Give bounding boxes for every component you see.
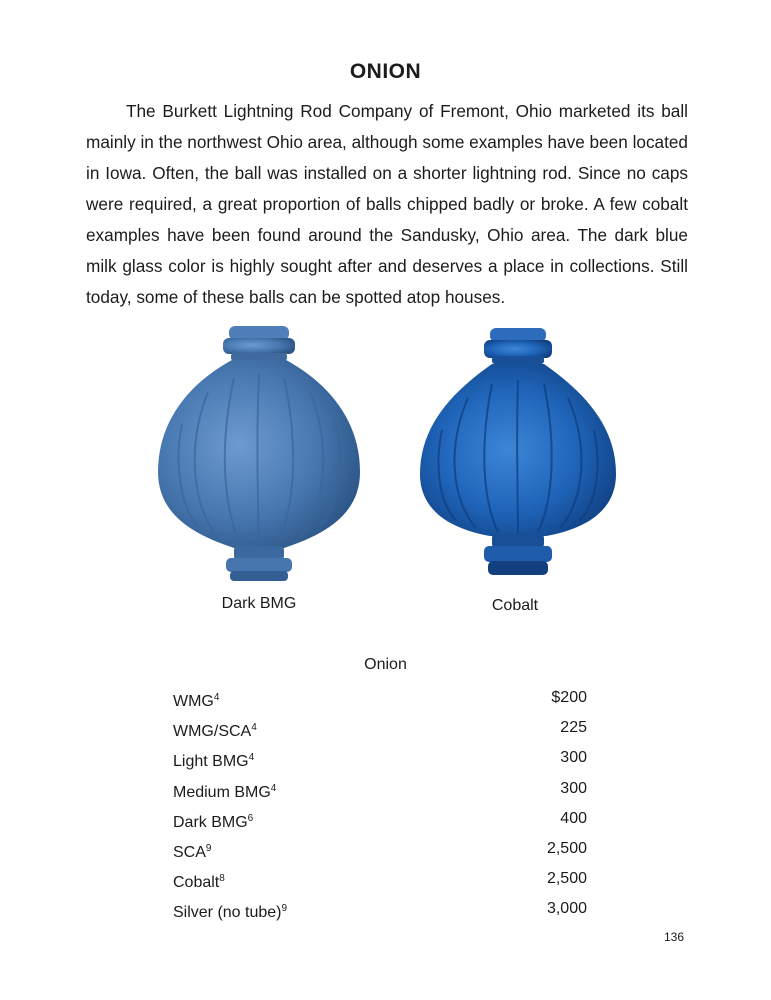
dark-bmg-ball-image xyxy=(148,322,370,584)
footnote-ref: 9 xyxy=(205,842,212,854)
table-row xyxy=(173,746,593,776)
variant-price: 3,000 xyxy=(546,900,587,918)
footnote-ref: 8 xyxy=(219,873,225,885)
dark-bmg-caption: Dark BMG xyxy=(221,595,297,612)
footnote-ref: 9 xyxy=(281,903,288,915)
variant-price: 300 xyxy=(560,749,587,767)
variant-price: 225 xyxy=(560,719,587,737)
cobalt-ball-image xyxy=(412,322,624,584)
variant-name: WMG xyxy=(173,693,214,710)
variant-name: Silver (no tube) xyxy=(173,904,282,922)
variant-name: Dark BMG xyxy=(173,813,248,831)
footnote-ref: 4 xyxy=(270,782,277,794)
table-row xyxy=(173,716,593,746)
variant-name: Cobalt xyxy=(173,874,220,892)
footnote-ref: 4 xyxy=(251,722,257,734)
variant-price: 300 xyxy=(560,779,587,797)
table-row xyxy=(173,807,593,837)
variant-name: WMG/SCA xyxy=(173,723,252,741)
description-paragraph: The Burkett Lightning Rod Company of Fremont, Ohio marketed its ball mainly in the northwest Ohio area, although some examples have been located in Iowa. Often, the ball was installed on a shorter lightning rod. Since no caps were required, a great proportion of balls chipped badly or broke. A few cobalt examples have been found around the Sandusky, Ohio area. The dark blue milk glass color is highly sought after and deserves a place in collections. Still today, some of these balls can be spotted atop houses. xyxy=(86,101,688,307)
price-table xyxy=(173,686,593,928)
variant-price: $200 xyxy=(551,689,587,706)
page-title: ONION xyxy=(349,60,422,83)
variant-price: 2,500 xyxy=(546,870,587,888)
variant-price: 400 xyxy=(560,809,587,827)
variant-price: 2,500 xyxy=(546,839,587,857)
page-number: 136 xyxy=(664,930,685,944)
table-row xyxy=(173,686,593,716)
table-row xyxy=(173,897,593,927)
cobalt-caption: Cobalt xyxy=(491,597,539,614)
footnote-ref: 4 xyxy=(248,752,255,764)
variant-name: Light BMG xyxy=(173,753,249,771)
table-row xyxy=(173,837,593,867)
variant-name: SCA xyxy=(173,843,206,861)
variant-name: Medium BMG xyxy=(173,783,271,801)
table-row xyxy=(173,777,593,807)
footnote-ref: 4 xyxy=(213,692,220,703)
price-table-title: Onion xyxy=(364,656,407,673)
footnote-ref: 6 xyxy=(247,812,254,824)
table-row xyxy=(173,867,593,897)
